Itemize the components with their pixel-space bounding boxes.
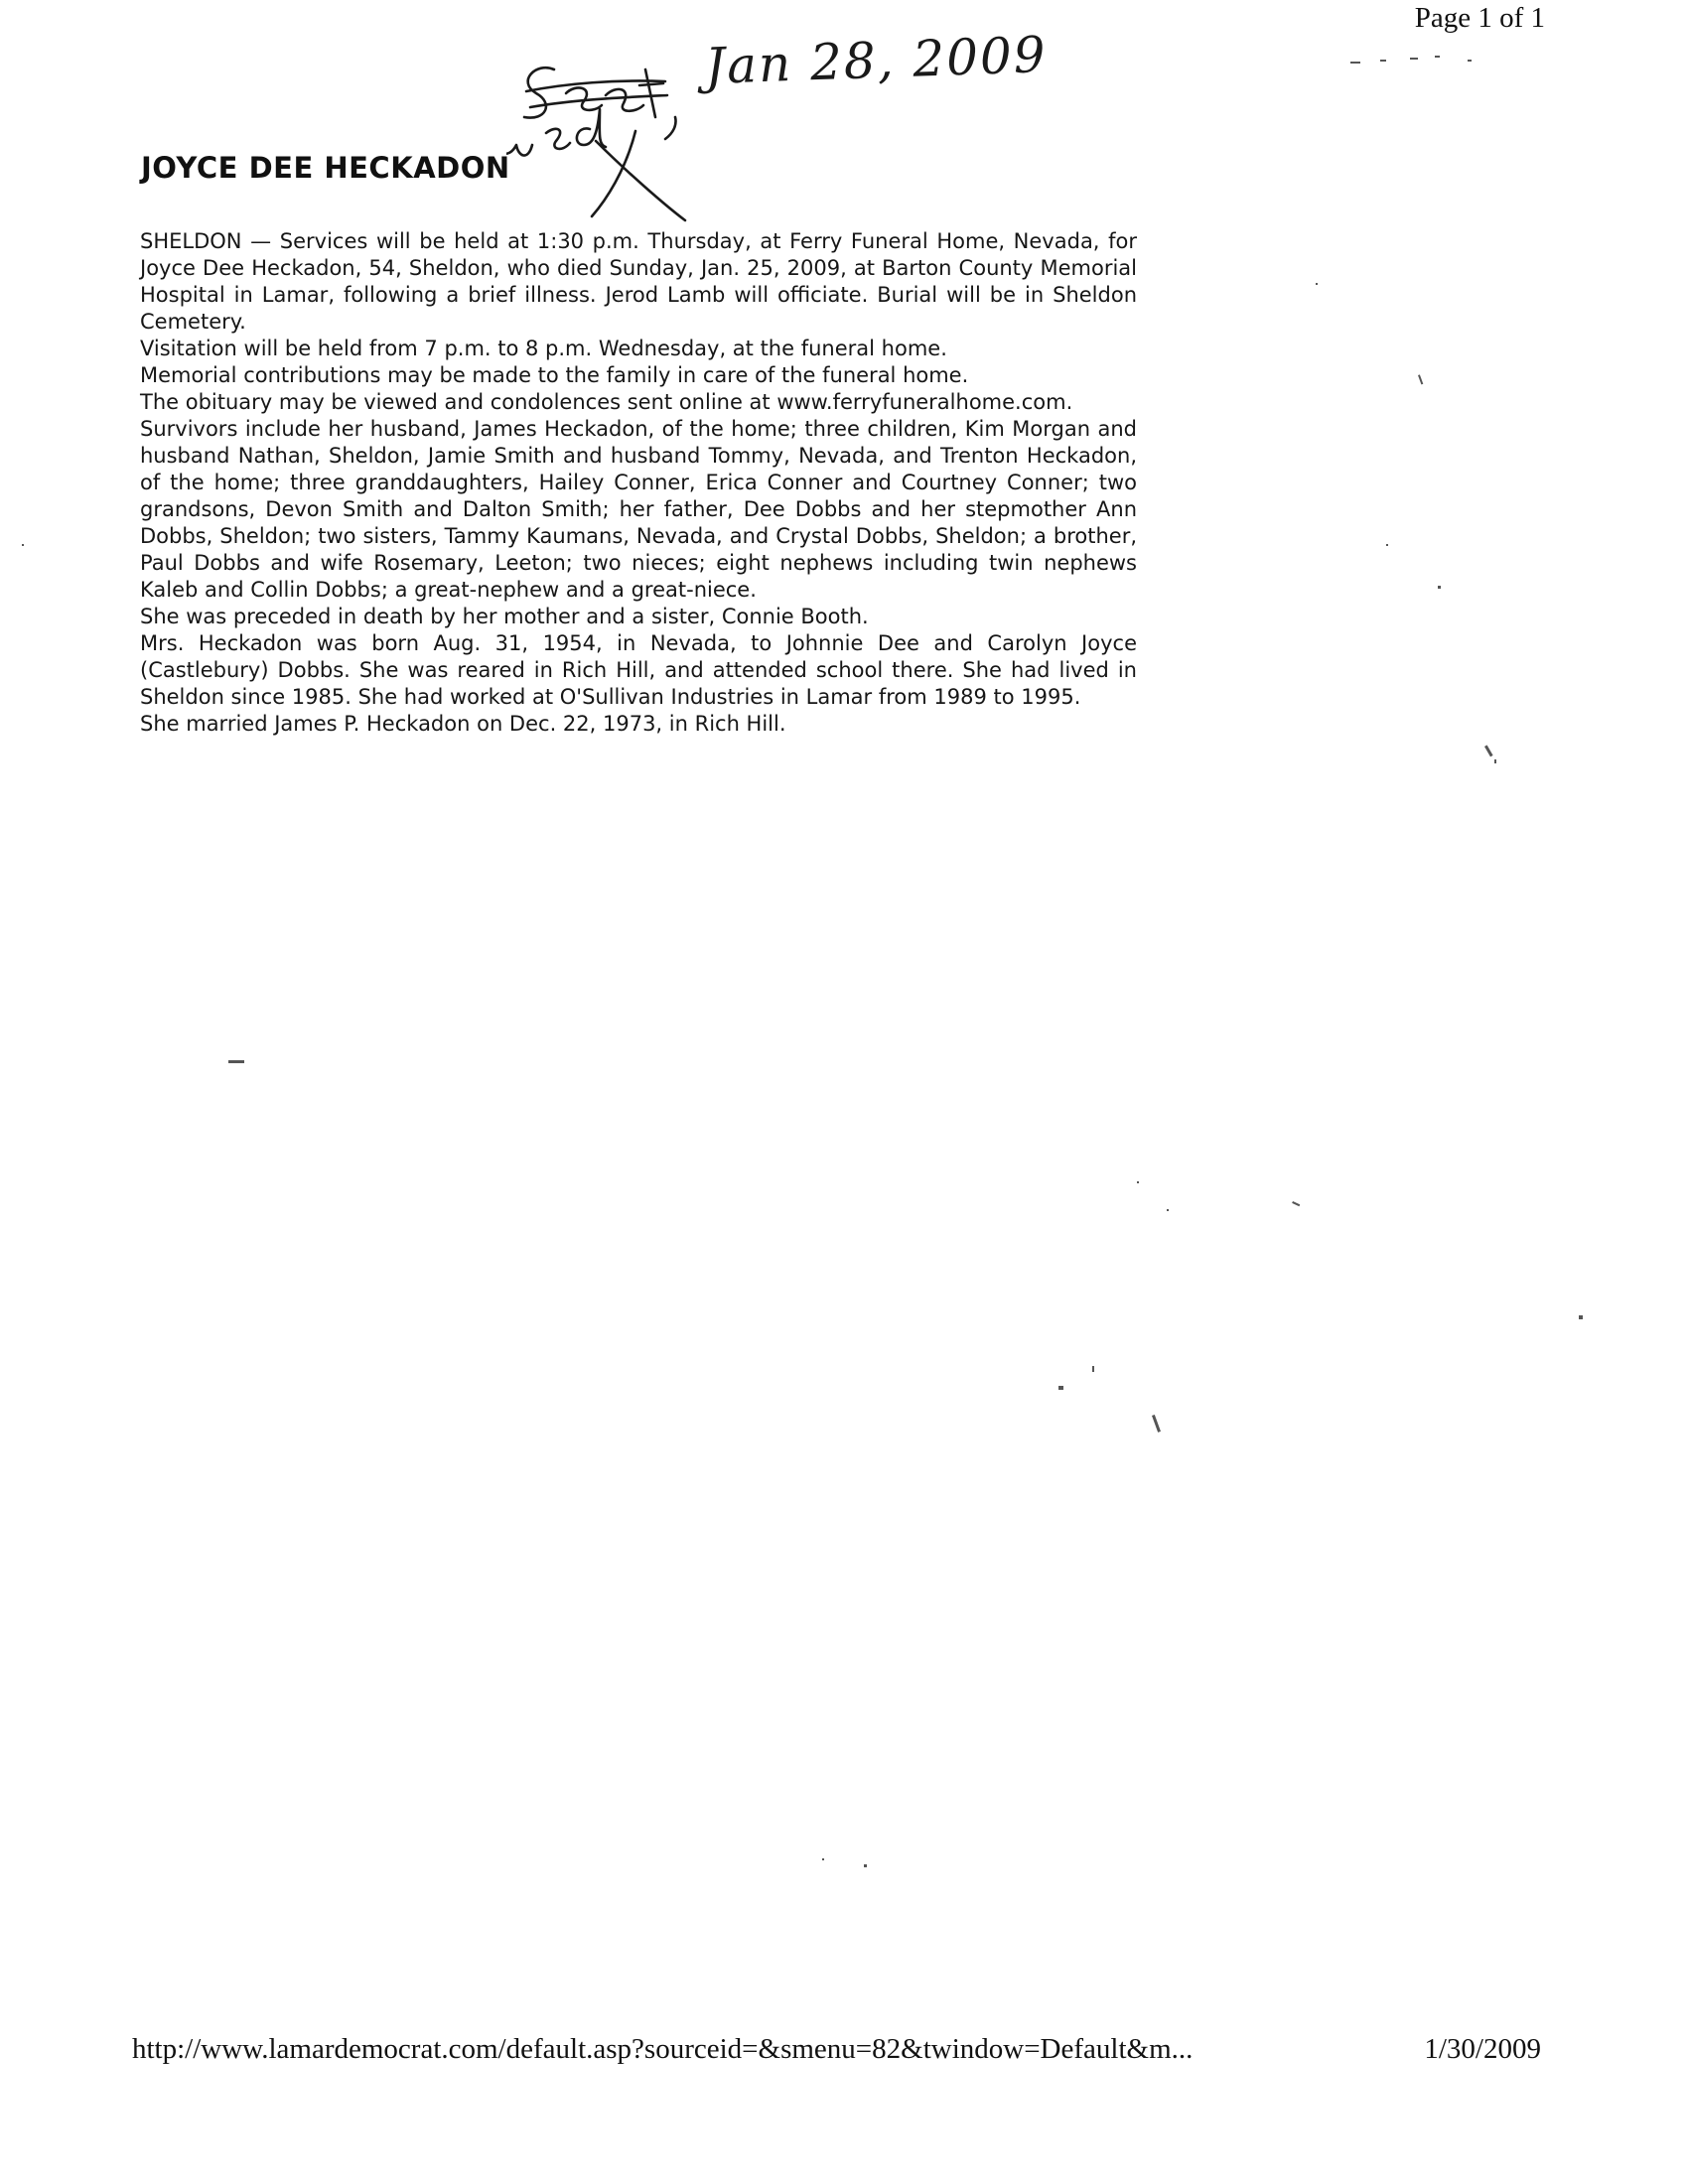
paragraph-services: SHELDON — Services will be held at 1:30 p.m. Thursday, at Ferry Funeral Home, Nevada, for Joyce Dee Heckadon, 54, Sheldon, who died Sunday, Jan. 25, 2009, at Barton County Memorial Hospital in Lamar, following a brief illness. Jerod Lamb will officiate. Burial will be in Sheldon Cemetery.	[140, 229, 1137, 334]
page-indicator: Page 1 of 1	[1414, 2, 1545, 34]
paragraph-online: The obituary may be viewed and condolences sent online at www.ferryfuneralhome.com.	[140, 390, 1073, 414]
paragraph-marriage: She married James P. Heckadon on Dec. 22, 1973, in Rich Hill.	[140, 712, 786, 736]
handwritten-annotation	[506, 22, 1142, 240]
obituary-title: JOYCE DEE HECKADON	[141, 151, 510, 185]
handwritten-date: Jan 28, 2009	[704, 26, 1049, 95]
footer-print-date: 1/30/2009	[1424, 2033, 1541, 2065]
paragraph-biography: Mrs. Heckadon was born Aug. 31, 1954, in Nevada, to Johnnie Dee and Carolyn Joyce (Castlebury) Dobbs. She was reared in Rich Hill, and attended school there. She had lived in Sheldon since 1985. She had worked at O'Sullivan Industries in Lamar from 1989 to 1995.	[140, 631, 1137, 709]
footer-url: http://www.lamardemocrat.com/default.asp?sourceid=&smenu=82&twindow=Default&m...	[132, 2033, 1194, 2065]
paragraph-memorial: Memorial contributions may be made to the family in care of the funeral home.	[140, 363, 969, 387]
paragraph-preceded: She was preceded in death by her mother and a sister, Connie Booth.	[140, 605, 869, 628]
paragraph-survivors: Survivors include her husband, James Heckadon, of the home; three children, Kim Morgan and husband Nathan, Sheldon, Jamie Smith and husband Tommy, Nevada, and Trenton Heckadon, of the home; three granddaughters, Hailey Conner, Erica Conner and Courtney Conner; two grandsons, Devon Smith and Dalton Smith; her father, Dee Dobbs and her stepmother Ann Dobbs, Sheldon; two sisters, Tammy Kaumans, Nevada, and Crystal Dobbs, Sheldon; a brother, Paul Dobbs and wife Rosemary, Leeton; two nieces; eight nephews including twin nephews Kaleb and Collin Dobbs; a great-nephew and a great-niece.	[140, 417, 1137, 602]
obituary-body	[140, 228, 1137, 738]
paragraph-visitation: Visitation will be held from 7 p.m. to 8 p.m. Wednesday, at the funeral home.	[140, 337, 947, 360]
